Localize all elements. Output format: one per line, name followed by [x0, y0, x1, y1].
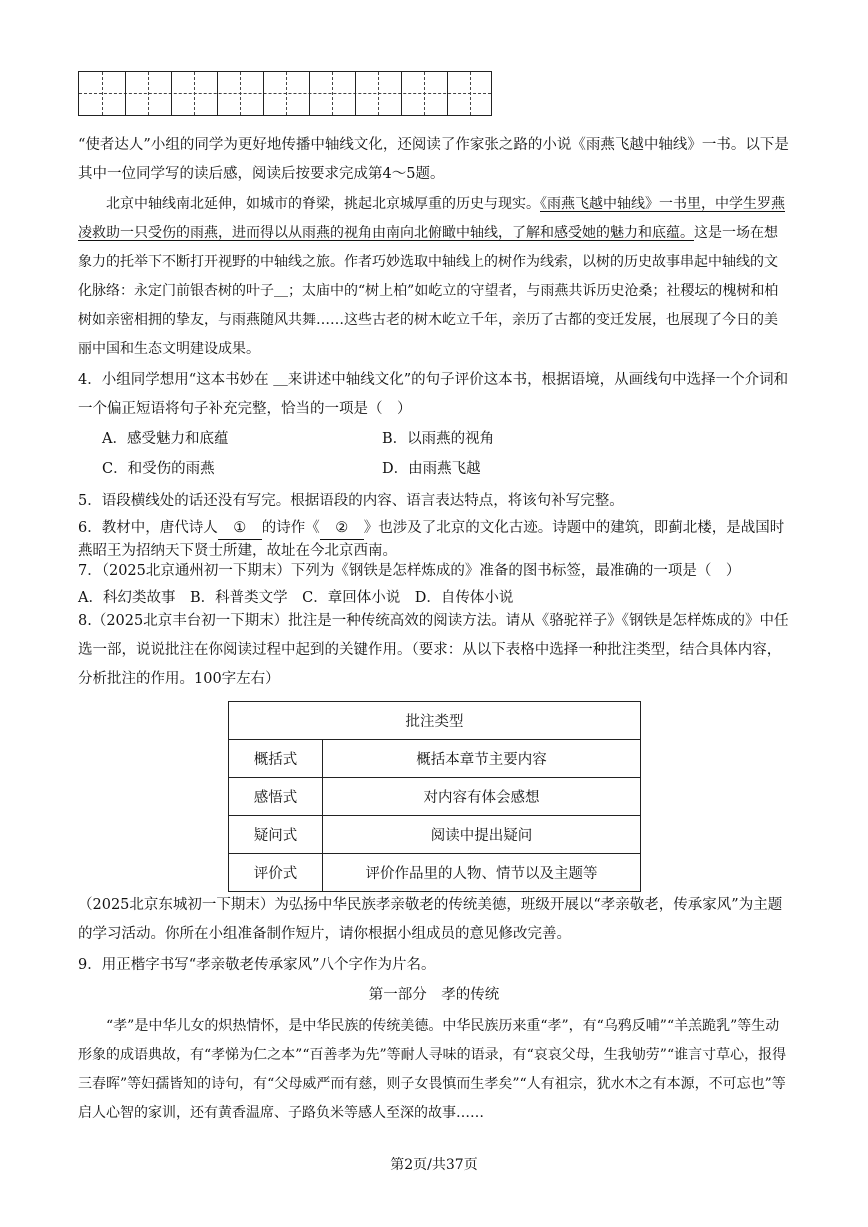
reading-passage: [78, 190, 790, 364]
q4-option-b: B．以雨燕的视角: [382, 431, 495, 447]
passage-blank: ＿: [274, 283, 288, 299]
table-cell-type: 疑问式: [229, 816, 323, 854]
q4-option-d: D．由雨燕飞越: [382, 461, 481, 477]
grid-line: [217, 72, 219, 115]
section-intro-9: （2025北京东城初一下期末）为弘扬中华民族孝亲敬老的传统美德，班级开展以“孝亲敬老，传承家风”为主题的学习活动。你所在小组准备制作短片，请你根据小组成员的意见修改完善。: [78, 897, 783, 942]
table-header-row: [229, 702, 641, 740]
page-footer: 第2页/共37页: [390, 1157, 478, 1173]
question-9: 9．用正楷字书写“孝亲敬老传承家风”八个字作为片名。: [78, 957, 436, 973]
section-text: “孝”是中华儿女的炽热情怀，是中华民族的传统美德。中华民族历来重“孝”，有“乌鸦反哺”“羊羔跪乳”等生动形象的成语典故，有“孝悌为仁之本”“百善孝为先”等耐人寻味的语录，有“哀哀父母，生我劬劳”“谁言寸草心，报得三春晖”等妇孺皆知的诗句，有“父母威严而有慈，则子女畏慎而生孝矣”“人有祖宗，犹水木之有本源，不可忘也”等启人心智的家训，还有黄香温席、子路负米等感人至深的故事……: [78, 1018, 787, 1121]
question-8: 8.（2025北京丰台初一下期末）批注是一种传统高效的阅读方法。请从《骆驼祥子》《钢铁是怎样炼成的》中任选一部，说说批注在你阅读过程中起到的关键作用。（要求：从以下表格中选择一种批注类型，结合具体内容，分析批注的作用。100字左右）: [78, 613, 789, 687]
table-row: [229, 854, 641, 892]
table-row: [229, 740, 641, 778]
q7-options: A．科幻类故事 B．科普类文学 C．章回体小说 D．自传体小说: [78, 590, 514, 606]
q4-option-a: A．感受魅力和底蕴: [102, 431, 229, 447]
passage-part2: 这是一场在想象力的托举下不断打开视野的中轴线之旅。作者巧妙选取中轴线上的树作为线索，以树的历史故事串起中轴线的文化脉络：永定门前银杏树的叶子: [78, 225, 778, 299]
section-title: 第一部分 孝的传统: [368, 987, 500, 1003]
passage-part3: ；太庙中的“树上柏”如屹立的守望者，与雨燕共诉历史沧桑；社稷坛的槐树和柏树如亲密相拥的挚友，与雨燕随风共舞……这些古老的树木屹立千年，亲历了古都的变迁发展，也展现了今日的美丽中国和生态文明建设成果。: [78, 283, 779, 357]
table-cell-type: 概括式: [229, 740, 323, 778]
grid-line: [401, 72, 403, 115]
table-header: 批注类型: [229, 702, 641, 740]
grid-line: [424, 72, 426, 115]
table-cell-type: 感悟式: [229, 778, 323, 816]
grid-line: [102, 72, 104, 115]
table-row: [229, 816, 641, 854]
passage-intro: “使者达人”小组的同学为更好地传播中轴线文化，还阅读了作家张之路的小说《雨燕飞越中轴线》一书。以下是其中一位同学写的读后感，阅读后按要求完成第4～5题。: [78, 137, 789, 182]
grid-line: [332, 72, 334, 115]
table-cell-desc: 概括本章节主要内容: [323, 740, 641, 778]
grid-line: [263, 72, 265, 115]
grid-line: [148, 72, 150, 115]
table-row: [229, 778, 641, 816]
underlined-sentence: 《雨燕飞越中轴线》一书里，中学生罗燕凌救助一只受伤的雨燕，进而得以从雨燕的视角由南向北俯瞰中轴线，了解和感受她的魅力和底蕴。: [78, 196, 785, 241]
question-7: 7．（2025北京通州初一下期末）下列为《钢铁是怎样炼成的》准备的图书标签，最准确的一项是（ ）: [78, 563, 741, 579]
q6-blank-1: ①: [218, 517, 262, 540]
table-cell-desc: 评价作品里的人物、情节以及主题等: [323, 854, 641, 892]
passage-part1: 北京中轴线南北延伸，如城市的脊梁，挑起北京城厚重的历史与现实。: [106, 196, 540, 212]
annotation-type-table: [228, 701, 641, 892]
question-6: [78, 517, 790, 562]
grid-line: [171, 72, 173, 115]
q6-text-d: 》也涉及了北京的文化古迹。诗题中的建筑，即蓟北楼，是战国时燕昭王为招纳天下贤士所建，故址在今北京西南。: [78, 520, 785, 559]
table-cell-desc: 对内容有体会感想: [323, 778, 641, 816]
question-5: 5．语段横线处的话还没有写完。根据语段的内容、语言表达特点，将该句补写完整。: [78, 493, 624, 509]
q6-text-a: 6．教材中，唐代诗人: [78, 520, 218, 536]
q6-text-c: 的诗作《: [261, 520, 320, 536]
grid-line: [240, 72, 242, 115]
grid-line: [125, 72, 127, 115]
grid-line: [194, 72, 196, 115]
writing-grid: [78, 71, 492, 116]
grid-line: [355, 72, 357, 115]
grid-line: [309, 72, 311, 115]
table-cell-desc: 阅读中提出疑问: [323, 816, 641, 854]
grid-line: [378, 72, 380, 115]
q6-blank-2: ②: [320, 517, 364, 540]
grid-line: [286, 72, 288, 115]
grid-line: [470, 72, 472, 115]
table-cell-type: 评价式: [229, 854, 323, 892]
q4-option-c: C．和受伤的雨燕: [102, 461, 215, 477]
grid-line: [447, 72, 449, 115]
question-4: 4．小组同学想用“这本书妙在 ＿来讲述中轴线文化”的句子评价这本书，根据语境，从画线句中选择一个介词和一个偏正短语将句子补充完整，恰当的一项是（ ）: [78, 372, 789, 417]
